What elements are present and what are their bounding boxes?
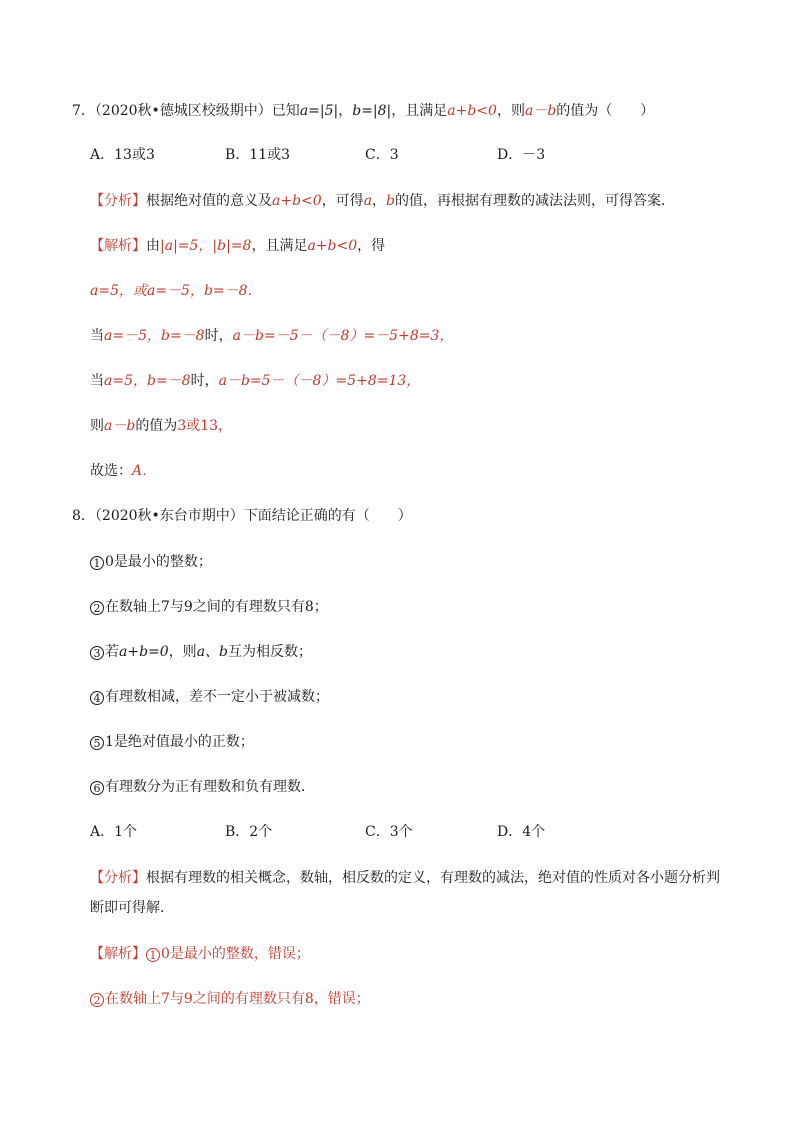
q8-analysis-tag: 【分析】 [90,870,146,886]
circled-number-icon: 6 [90,781,104,795]
circled-number-icon: 2 [90,993,104,1007]
q8-option-c: C．3个 [365,824,413,840]
q7-solution-tag: 【解析】 [90,238,146,254]
q8-source: （2020秋•东台市期中） [94,508,244,524]
q7-number: 7． [72,103,95,119]
q8-option-d: D．4个 [497,824,546,840]
q8-analysis-line-2: 断即可得解． [90,900,174,916]
q7-analysis: 【分析】根据绝对值的意义及a+b<0，可得a，b的值，再根据有理数的减法法则，可得答案． [90,193,676,209]
q7-stem-text: ，且满足 [391,103,448,119]
q8-solution-line-2: 2 在数轴上7与9之间的有理数只有8，错误； [90,989,370,1009]
q7-stem-text: ，则 [496,103,525,119]
q7-solution-line-6: 故选：A． [90,463,157,479]
q7-option-a: A．13或3 [90,147,155,163]
q8-statement-5: 5 1是绝对值最小的正数； [90,732,254,752]
circled-number-icon: 3 [90,646,104,660]
q7-solution-line-3: 当a=－5，b=－8时，a－b=－5－（－8）=－5+8=3， [90,328,454,344]
q7-stem-text: 的值为（ ） [556,103,655,119]
q7-solution-line-2: a=5，或a=－5，b=－8． [90,283,262,299]
q8-number: 8． [72,508,95,524]
q8-option-a: A．1个 [90,824,138,840]
q7-math-condition: a+b<0 [447,103,497,119]
q7-solution-line-1: 【解析】由|a|=5，|b|=8，且满足a+b<0，得 [90,238,386,254]
circled-number-icon: 4 [90,691,104,705]
question-7-stem [72,101,654,121]
q8-statement-2: 2 在数轴上7与9之间的有理数只有8； [90,597,328,617]
q8-option-b: B．2个 [225,824,273,840]
q7-math-target: a－b [524,103,557,119]
circled-number-icon: 2 [90,601,104,615]
q7-math-b: b=|8| [352,103,392,119]
q8-statement-3: 3 若a+b=0，则a、b互为相反数； [90,642,312,662]
q8-stem-text: 下面结论正确的有（ ） [243,508,412,524]
q7-source: （2020秋•德城区校级期中） [94,103,272,119]
q8-statement-1: 1 0是最小的整数； [90,552,212,572]
circled-number-icon: 1 [90,556,104,570]
q7-option-c: C．3 [365,147,399,163]
question-8-stem [72,506,412,526]
q8-solution-line-1: 【解析】 1 0是最小的整数，错误； [90,946,310,962]
q8-solution-tag: 【解析】 [90,946,146,962]
q7-stem-text: ， [338,103,353,119]
circled-number-icon: 5 [90,736,104,750]
q7-solution-line-4: 当a=5，b=－8时，a－b=5－（－8）=5+8=13， [90,373,421,389]
q7-solution-line-5: 则a－b的值为3或13， [90,418,233,434]
q7-stem-text: 已知 [271,103,300,119]
q7-option-b: B．11或3 [225,147,291,163]
q8-statement-6: 6 有理数分为正有理数和负有理数． [90,777,315,797]
q7-analysis-tag: 【分析】 [90,193,146,209]
q7-option-d: D．－3 [497,147,546,163]
q8-statement-4: 4 有理数相减，差不一定小于被减数； [90,687,329,707]
q7-math-a: a=|5| [299,103,339,119]
circled-number-icon: 1 [146,948,160,962]
q8-analysis-line-1: 【分析】根据有理数的相关概念，数轴，相反数的定义，有理数的减法，绝对值的性质对各小题分析判 [90,870,720,886]
